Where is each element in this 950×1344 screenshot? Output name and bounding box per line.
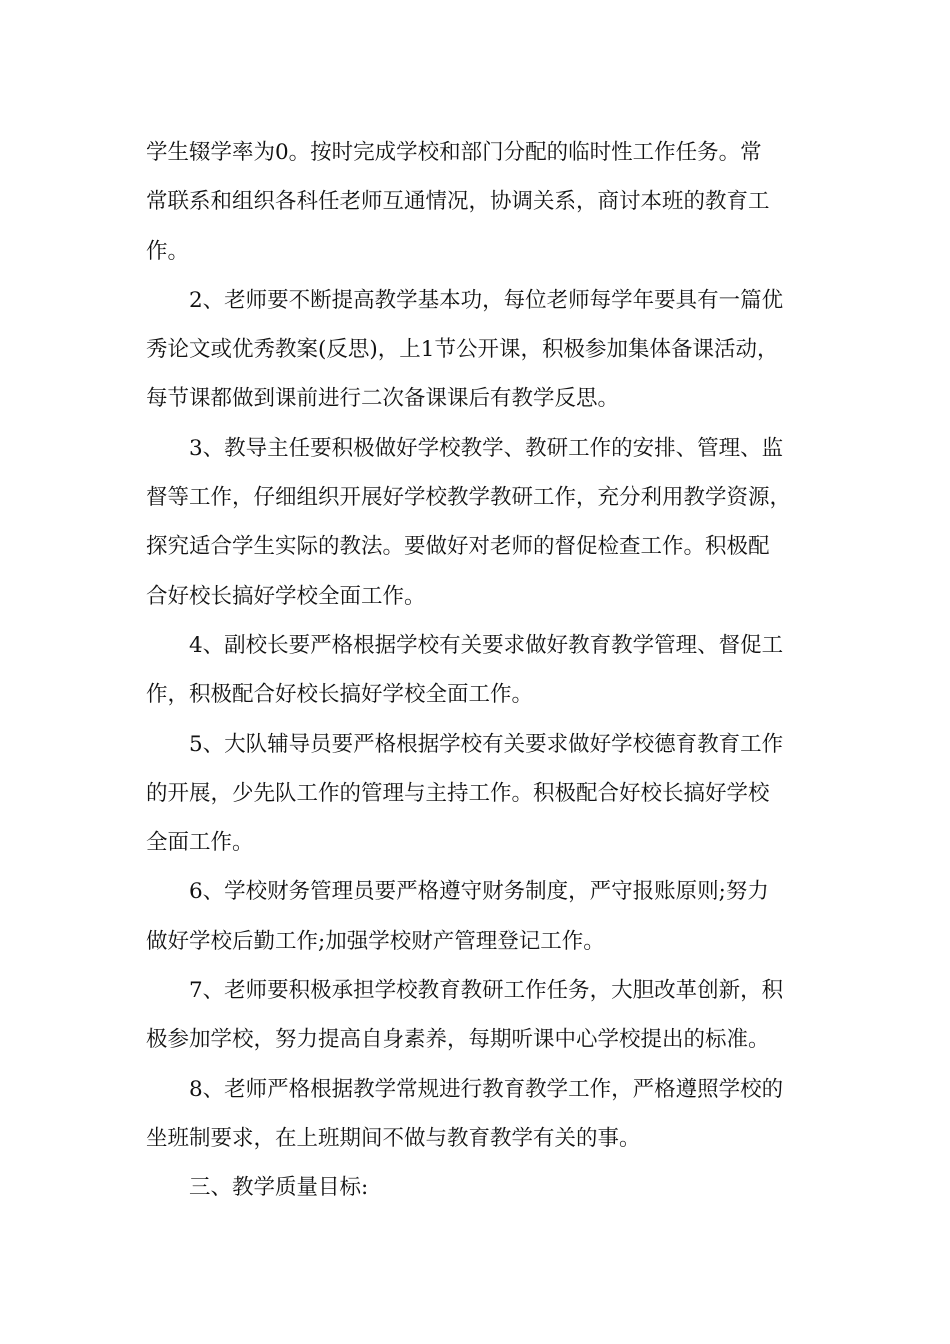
paragraph-first-line: 三、教学质量目标: [189, 1175, 369, 1201]
paragraph-line: 做好学校后勤工作;加强学校财产管理登记工作。 [146, 928, 605, 954]
paragraph-line: 学生辍学率为0。按时完成学校和部门分配的临时性工作任务。常 [146, 140, 762, 165]
paragraph-line: 常联系和组织各科任老师互通情况，协调关系，商讨本班的教育工 [146, 189, 770, 215]
paragraph-first-line: 5、大队辅导员要严格根据学校有关要求做好学校德育教育工作 [189, 731, 784, 757]
paragraph-first-line: 2、老师要不断提高教学基本功，每位老师每学年要具有一篇优 [189, 287, 784, 313]
paragraph-line: 探究适合学生实际的教法。要做好对老师的督促检查工作。积极配 [146, 534, 770, 560]
paragraph-line: 极参加学校，努力提高自身素养，每期听课中心学校提出的标准。 [146, 1027, 770, 1053]
paragraph-line: 秀论文或优秀教案(反思)，上1节公开课，积极参加集体备课活动， [146, 337, 779, 363]
paragraph-line: 作。 [146, 238, 190, 264]
paragraph-line: 督等工作，仔细组织开展好学校教学教研工作，充分利用教学资源， [146, 485, 792, 511]
paragraph-line: 作，积极配合好校长搞好学校全面工作。 [146, 682, 534, 708]
paragraph-first-line: 4、副校长要严格根据学校有关要求做好教育教学管理、督促工 [189, 632, 784, 658]
paragraph-line: 全面工作。 [146, 830, 254, 856]
paragraph-first-line: 6、学校财务管理员要严格遵守财务制度，严守报账原则;努力 [189, 879, 769, 905]
paragraph-line: 每节课都做到课前进行二次备课课后有教学反思。 [146, 386, 620, 412]
document-body [146, 128, 808, 1213]
paragraph-first-line: 8、老师严格根据教学常规进行教育教学工作，严格遵照学校的 [189, 1076, 784, 1102]
paragraph-first-line: 3、教导主任要积极做好学校教学、教研工作的安排、管理、监 [189, 435, 784, 461]
paragraph-line: 合好校长搞好学校全面工作。 [146, 583, 426, 609]
paragraph-first-line: 7、老师要积极承担学校教育教研工作任务，大胆改革创新，积 [189, 978, 784, 1004]
paragraph-line: 坐班制要求，在上班期间不做与教育教学有关的事。 [146, 1125, 641, 1151]
paragraph-line: 的开展，少先队工作的管理与主持工作。积极配合好校长搞好学校 [146, 780, 770, 806]
